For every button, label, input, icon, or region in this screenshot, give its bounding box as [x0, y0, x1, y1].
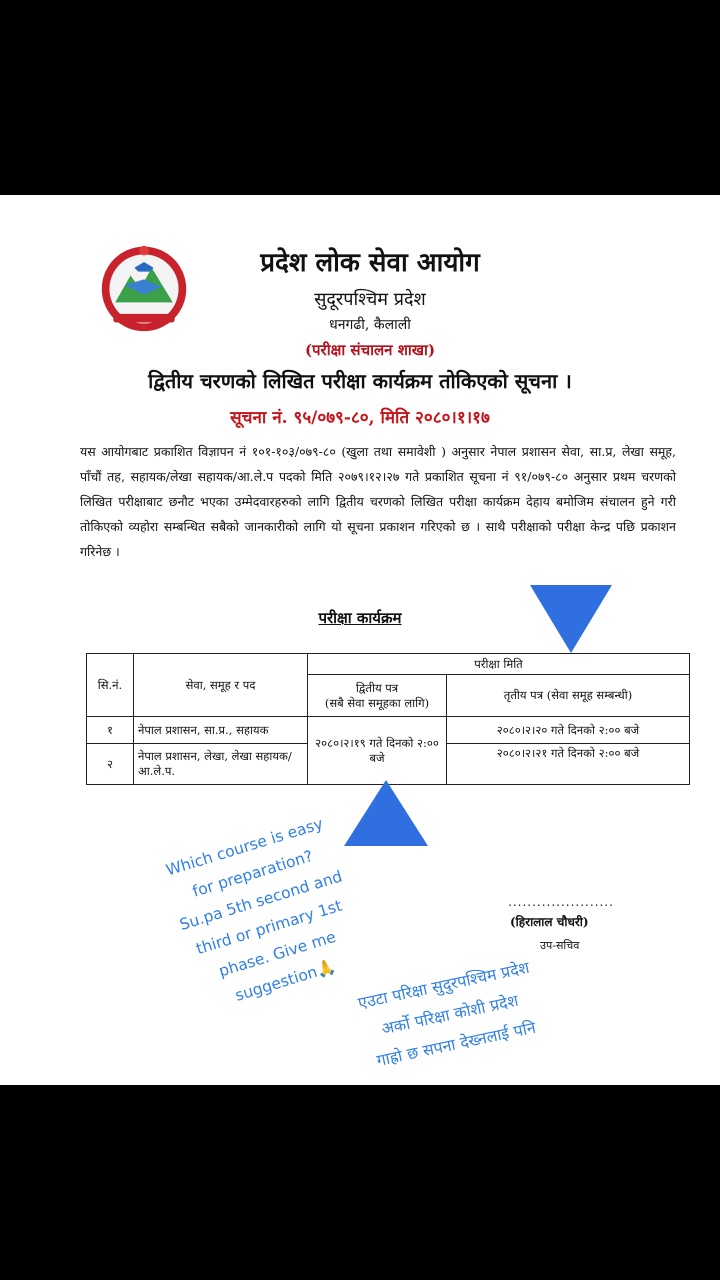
shared-second-paper-date: २०८०।२।१९ गते दिनको २:०० बजे [308, 717, 447, 785]
signatory-role: उप-सचिव [540, 939, 580, 952]
row-sn: १ [87, 717, 134, 744]
table-row [87, 717, 690, 744]
header-exam-date: परीक्षा मिति [308, 654, 690, 675]
schedule-heading: परीक्षा कार्यक्रम [318, 609, 402, 627]
province-name: सुदूरपश्चिम प्रदेश [314, 289, 426, 310]
overlay-nepali-text: एउटा परिक्षा सुदुरपश्चिम प्रदेश अर्को परिक्षा कोशी प्रदेश गाह्रो छ सपना देख्नलाई पनि [356, 957, 538, 1070]
header-second-paper [308, 675, 447, 717]
overlay-question-text: Which course is easy for preparation? Su.pa 5th second and third or primary 1st phase. Give me suggestion🙏 [163, 814, 345, 1005]
signature-line: ...................... [508, 895, 614, 909]
row-third-paper-date: २०८०।२।२० गते दिनको २:०० बजे [447, 717, 690, 744]
org-name: प्रदेश लोक सेवा आयोग [260, 248, 480, 278]
table-header-row [87, 654, 690, 675]
row-sn: २ [87, 744, 134, 785]
header-third-paper: तृतीय पत्र (सेवा समूह सम्बन्धी) [447, 675, 690, 717]
second-paper-sub: (सबै सेवा समूहका लागि) [324, 695, 430, 710]
notice-number: सूचना नं. ९५/०७९-८०, मिति २०८०।१।१७ [230, 408, 490, 428]
notice-title: द्वितीय चरणको लिखित परीक्षा कार्यक्रम तोकिएको सूचना । [148, 369, 572, 393]
row-service: नेपाल प्रशासन, लेखा, लेखा सहायक/आ.ले.प. [134, 744, 308, 785]
signatory-name: (हिरालाल चौधरी) [510, 915, 589, 929]
office-location: धनगढी, कैलाली [329, 317, 411, 333]
branch-name: (परीक्षा संचालन शाखा) [304, 341, 436, 359]
header-sn: सि.नं. [87, 654, 134, 717]
arrow-down-icon [530, 585, 612, 653]
header-service: सेवा, समूह र पद [134, 654, 308, 717]
notice-body: यस आयोगबाट प्रकाशित विज्ञापन नं १०१-१०३/०७९-८० (खुला तथा समावेशी ) अनुसार नेपाल प्रशासन सेवा, सा.प्र, लेखा समूह, पाँचौं तह, सहायक/लेखा सहायक/आ.ले.प पदको मिति २०७९।१२।२७ गते प्रकाशित सूचना नं ९१/०७९-८० अनुसार प्रथम चरणको लिखित परीक्षाबाट छनौट भएका उम्मेदवारहरुको लागि द्वितीय चरणको लिखित परीक्षा कार्यक्रम देहाय बमोजिम संचालन हुने गरी तोकिएको व्यहोरा सम्बन्धित सबैको जानकारीको लागि यो सूचना प्रकाशन गरिएको छ । साथै परीक्षाको परीक्षा केन्द्र पछि प्रकाशन गरिनेछ । [80, 444, 676, 559]
row-service: नेपाल प्रशासन, सा.प्र., सहायक [134, 717, 308, 744]
exam-schedule-table [86, 653, 690, 785]
row-third-paper-date: २०८०।२।२१ गते दिनको २:०० बजे [447, 744, 690, 785]
second-paper-label: द्वितीय पत्र [355, 680, 399, 695]
